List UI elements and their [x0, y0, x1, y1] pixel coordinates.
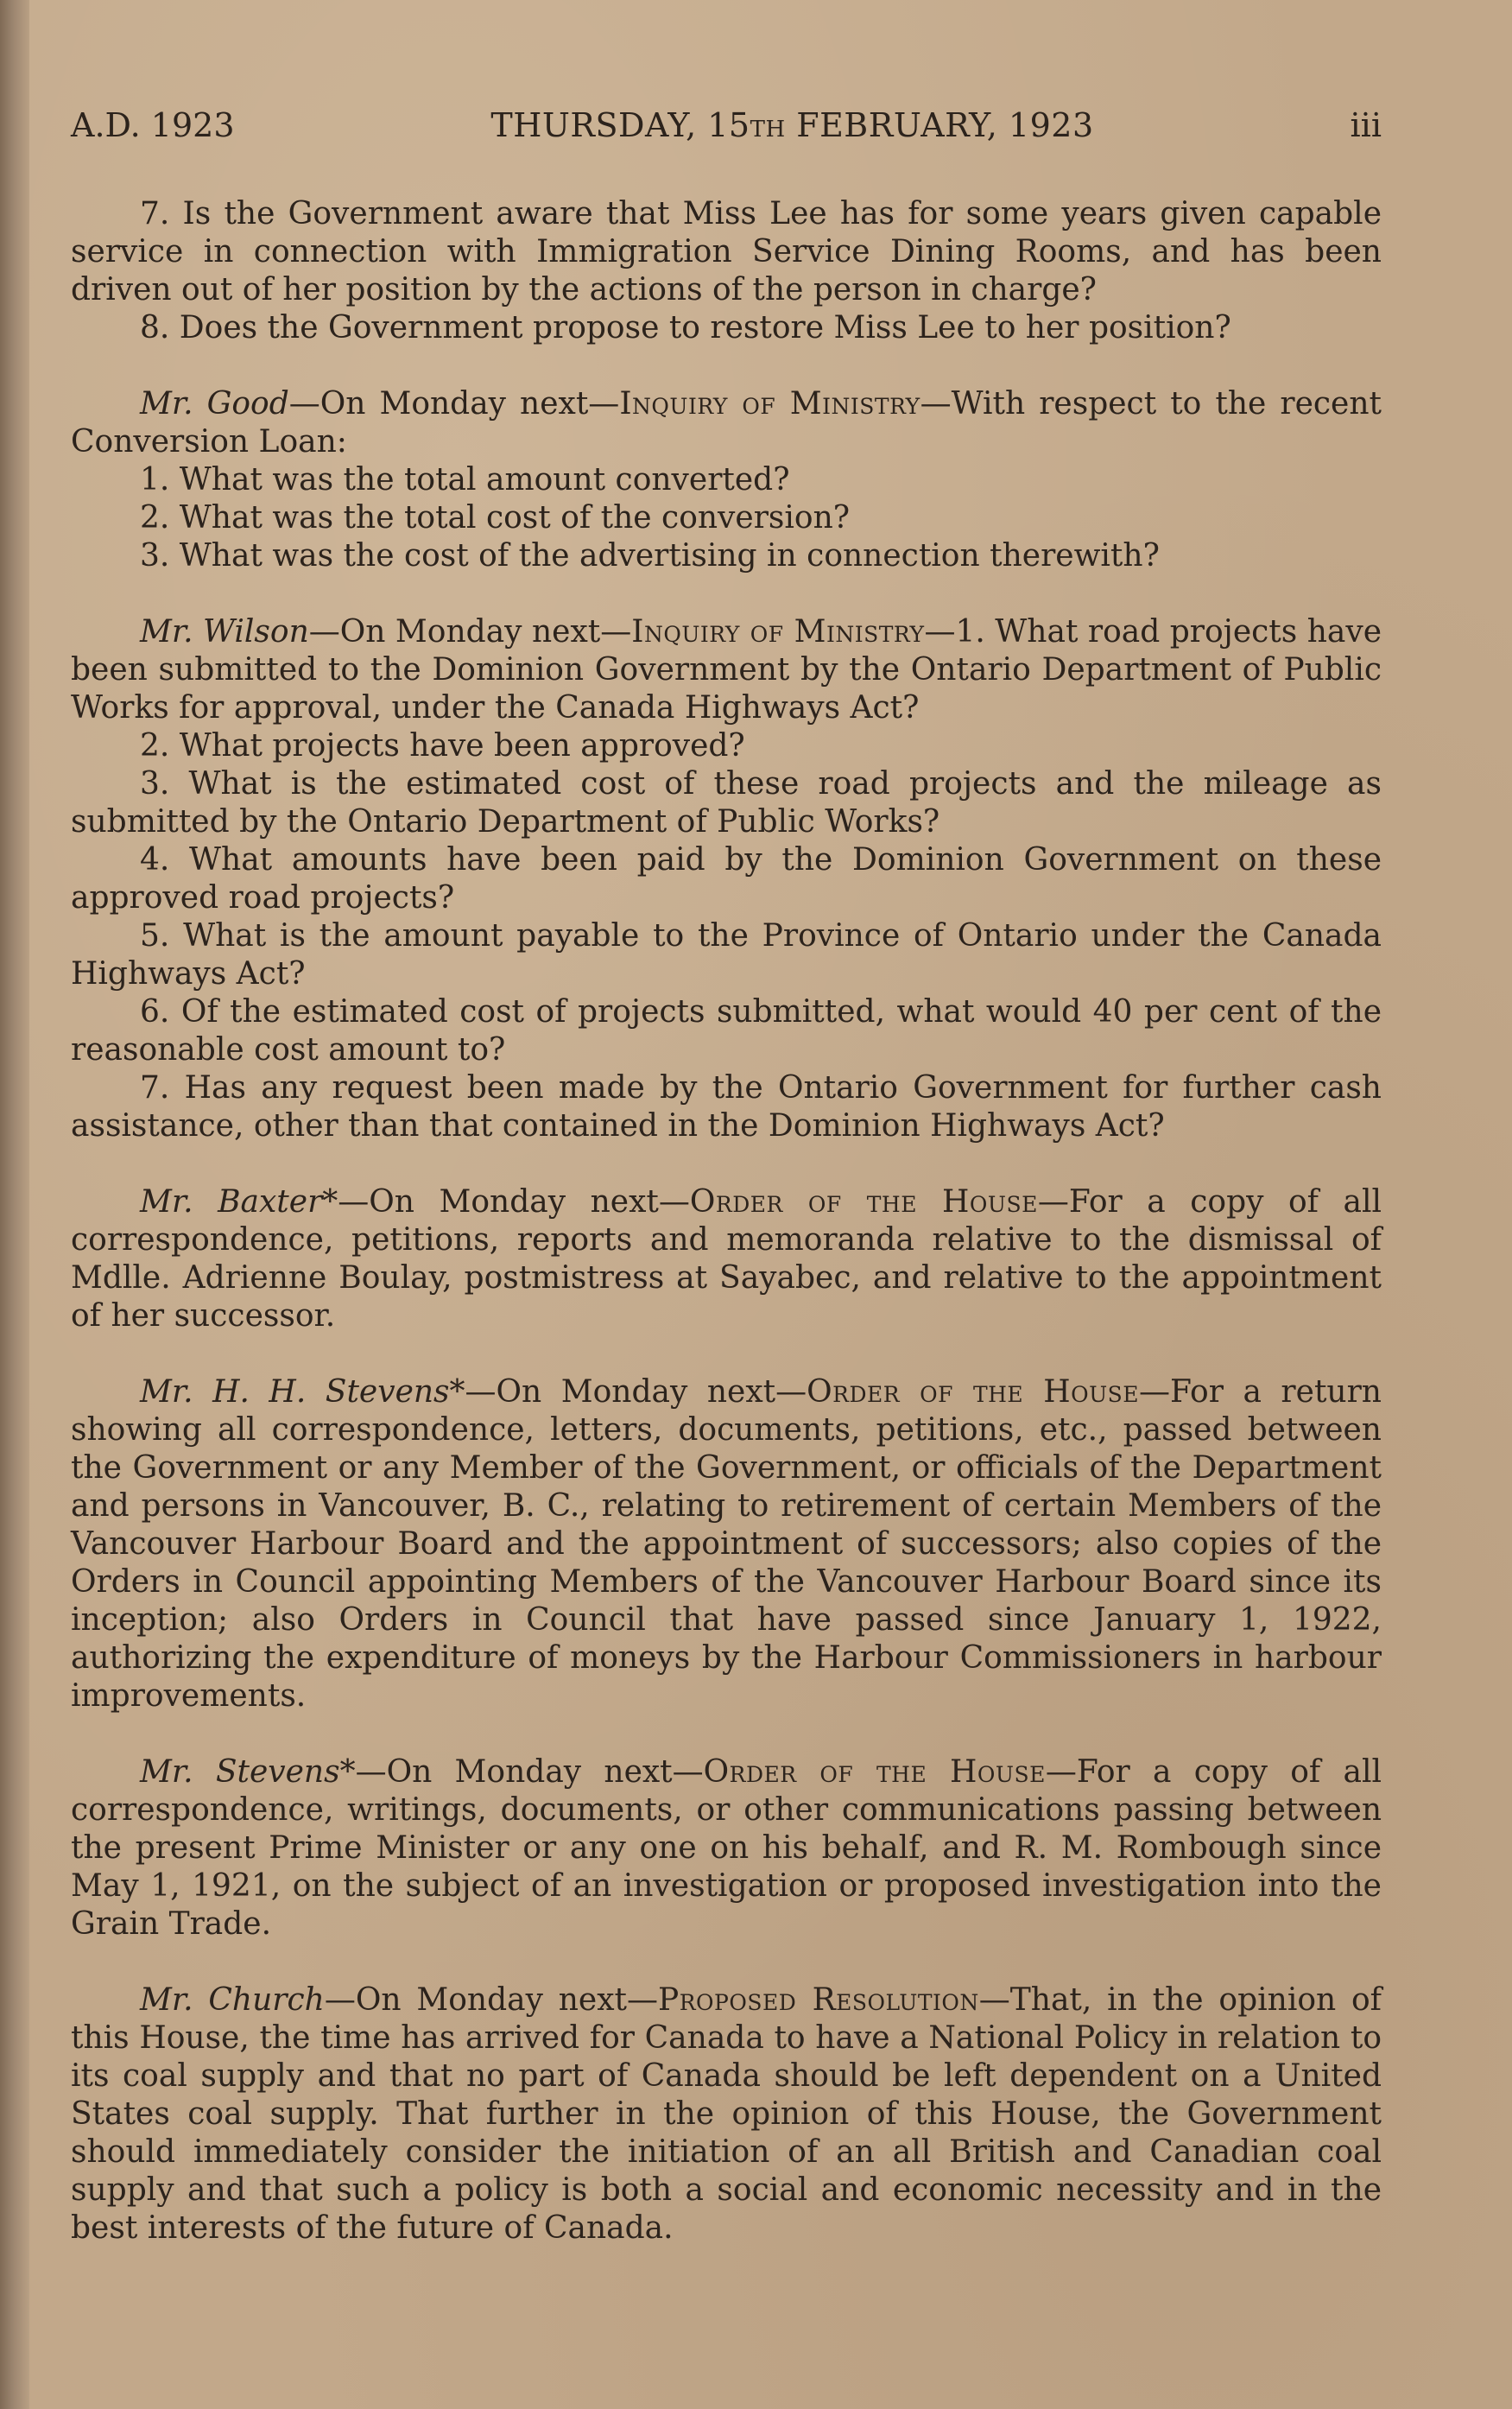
- member-name: Mr. H. H. Stevens*: [140, 1374, 465, 1410]
- header-year: A.D. 1923: [71, 106, 235, 144]
- journal-page: [71, 104, 1382, 2247]
- notice-kind: Inquiry of Ministry: [619, 386, 920, 422]
- notice-kind: Order of the House: [703, 1754, 1046, 1790]
- notice-church: [71, 1981, 1382, 2247]
- question-7: 7. Has any request been made by the Ontario Government for further cash assistance, other than that contained in the Dominion Highways Act?: [71, 1070, 1382, 1144]
- notice-text: Mr. Baxter*—On Monday next—Order of the House—For a copy of all correspondence, petitions, reports and memoranda relative to the dismissal of Mdlle. Adrienne Boulay, postmistress at Sayabec, and relative to the appointment of her successor.: [71, 1184, 1382, 1334]
- question-3: 3. What was the cost of the advertising in connection therewith?: [140, 538, 1160, 574]
- notice-text: Mr. Church—On Monday next—Proposed Resolution—That, in the opinion of this House, the time has arrived for Canada to have a National Policy in relation to its coal supply and that no part of Canada should be left dependent on a United States coal supply. That further in the opinion of this House, the Government should immediately consider the initiation of an all British and Canadian coal supply and that such a policy is both a social and economic necessity and in the best interests of the future of Canada.: [71, 1982, 1382, 2246]
- notice-kind: Inquiry of Ministry: [631, 614, 925, 650]
- notice-intro: Mr. Wilson—On Monday next—Inquiry of Ministry—1. What road projects have been submitted to the Dominion Government by the Ontario Department of Public Works for approval, under the Canada Highways Act?: [71, 614, 1382, 726]
- notice-text: Mr. Stevens*—On Monday next—Order of the House—For a copy of all correspondence, writings, documents, or other communications passing between the present Prime Minister or any one on his behalf, and R. M. Rombough since May 1, 1921, on the subject of an investigation or proposed investigation into the Grain Trade.: [71, 1754, 1382, 1942]
- member-name: Mr. Baxter*: [140, 1184, 338, 1220]
- question-6: 6. Of the estimated cost of projects submitted, what would 40 per cent of the reasonable cost amount to?: [71, 994, 1382, 1068]
- notice-lee-questions: [71, 195, 1382, 347]
- notice-good: [71, 385, 1382, 575]
- question-1: 1. What was the total amount converted?: [140, 462, 790, 498]
- journal-content: [71, 195, 1382, 2247]
- question-3: 3. What is the estimated cost of these road projects and the mileage as submitted by the Ontario Department of Public Works?: [71, 766, 1382, 840]
- notice-wilson: [71, 613, 1382, 1145]
- notice-text: Mr. H. H. Stevens*—On Monday next—Order of the House—For a return showing all correspondence, letters, documents, petitions, etc., passed between the Government or any Member of the Government, or officials of the Department and persons in Vancouver, B. C., relating to retirement of certain Members of the Vancouver Harbour Board and the appointment of successors; also copies of the Orders in Council appointing Members of the Vancouver Harbour Board since its inception; also Orders in Council that have passed since January 1, 1922, authorizing the expenditure of moneys by the Harbour Commissioners in harbour improvements.: [71, 1374, 1382, 1714]
- notice-kind: Order of the House: [689, 1184, 1038, 1220]
- notice-baxter: [71, 1183, 1382, 1335]
- page-header: [71, 104, 1382, 147]
- member-name: Mr. Good: [140, 386, 289, 422]
- page-number: iii: [1350, 106, 1382, 144]
- notice-stevens: [71, 1753, 1382, 1943]
- notice-intro: Mr. Good—On Monday next—Inquiry of Ministry—With respect to the recent Conversion Loan:: [71, 386, 1382, 460]
- question-8: 8. Does the Government propose to restore Miss Lee to her position?: [140, 310, 1231, 346]
- member-name: Mr. Church: [140, 1982, 325, 2018]
- question-2: 2. What was the total cost of the conversion?: [140, 500, 851, 536]
- notice-hh-stevens: [71, 1373, 1382, 1715]
- page-binding-edge: [0, 0, 29, 2409]
- notice-kind: Order of the House: [807, 1374, 1140, 1410]
- question-7: 7. Is the Government aware that Miss Lee has for some years given capable service in connection with Immigration Service Dining Rooms, and has been driven out of her position by the actions of the person in charge?: [71, 196, 1382, 307]
- question-5: 5. What is the amount payable to the Province of Ontario under the Canada Highways Act?: [71, 918, 1382, 992]
- member-name: Mr. Wilson: [140, 614, 309, 650]
- notice-kind: Proposed Resolution: [657, 1982, 979, 2018]
- question-2: 2. What projects have been approved?: [140, 728, 745, 764]
- member-name: Mr. Stevens*: [140, 1754, 356, 1790]
- header-date: THURSDAY, 15TH FEBRUARY, 1923: [490, 106, 1094, 144]
- question-4: 4. What amounts have been paid by the Dominion Government on these approved road projects?: [71, 842, 1382, 916]
